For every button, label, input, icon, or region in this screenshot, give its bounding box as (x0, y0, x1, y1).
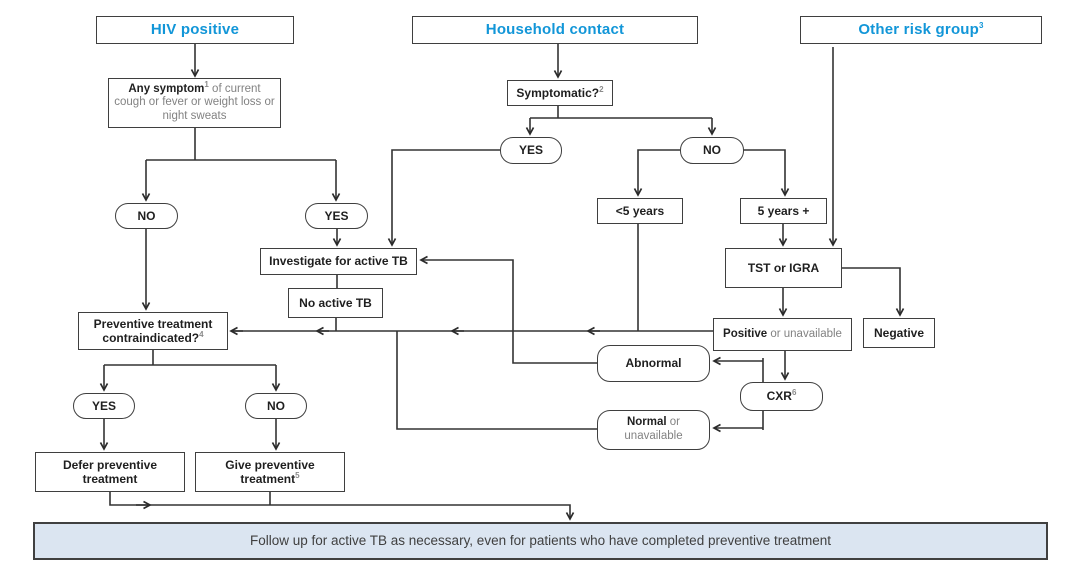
node-tst-or-igra (725, 248, 842, 288)
header-other-risk-group (800, 16, 1042, 44)
node-any-symptom-label: Any symptom$^1$ of current cough or fever or weight loss or night sweats (114, 79, 275, 122)
node-no-hiv-symptom (115, 203, 178, 229)
node-cxr (740, 382, 823, 411)
node-yes-hiv-symptom (305, 203, 368, 229)
header-hiv-positive-label: HIV positive (150, 21, 240, 39)
header-household-contact-label: Household contact (485, 21, 625, 39)
footnote-3: 3 (979, 21, 984, 31)
node-abnormal (597, 345, 710, 382)
header-hiv-positive (96, 16, 294, 44)
no-label: NO (267, 398, 285, 413)
header-other-risk-group-label: Other risk group$^3$ (858, 21, 984, 39)
node-yes-symptomatic (500, 137, 562, 164)
node-investigate-active-tb (260, 248, 417, 275)
no-label: NO (137, 208, 156, 223)
node-negative-label: Negative (873, 325, 925, 340)
node-defer-preventive-treatment (35, 452, 185, 492)
node-investigate-active-tb-label: Investigate for active TB (269, 254, 408, 269)
footnote-6: 6 (791, 388, 797, 398)
follow-up-banner (33, 522, 1048, 560)
node-any-symptom (108, 78, 281, 128)
yes-label: YES (324, 208, 349, 223)
node-no-active-tb-label: No active TB (299, 295, 372, 310)
footnote-5: 5 (295, 471, 300, 480)
yes-label: YES (91, 398, 116, 413)
yes-label: YES (518, 143, 543, 158)
node-preventive-contraindicated (78, 312, 228, 350)
node-no-symptomatic (680, 137, 744, 164)
node-normal-or-unavailable-label: Normal or unavailable (624, 416, 683, 442)
node-under-5-years (597, 198, 683, 224)
node-5-years-plus (740, 198, 827, 224)
node-positive-or-unavailable-label: Positive or unavailable (723, 327, 842, 340)
node-give-preventive-treatment (195, 452, 345, 492)
node-give-label: Give preventive treatment$^5$ (225, 457, 315, 486)
node-positive-or-unavailable (713, 318, 852, 351)
node-abnormal-label: Abnormal (625, 356, 682, 371)
node-cxr-label: CXR$^6$ (766, 388, 797, 404)
no-label: NO (703, 143, 721, 158)
node-5-years-plus-label: 5 years + (757, 203, 810, 218)
header-household-contact (412, 16, 698, 44)
node-symptomatic (507, 80, 613, 106)
node-normal-or-unavailable (597, 410, 710, 450)
footnote-4: 4 (199, 330, 204, 339)
node-no-active-tb (288, 288, 383, 318)
node-preventive-contraindicated-label: Preventive treatment contraindicated?$^4$ (93, 316, 213, 345)
node-negative (863, 318, 935, 348)
node-yes-contraindicated (73, 393, 135, 419)
footnote-1: 1 (204, 79, 209, 89)
node-tst-or-igra-label: TST or IGRA (747, 260, 820, 275)
follow-up-banner-label: Follow up for active TB as necessary, even for patients who have completed preventive treatment (249, 533, 832, 549)
node-symptomatic-label: Symptomatic?$^2$ (516, 84, 604, 100)
footnote-2: 2 (599, 84, 604, 94)
node-defer-label: Defer preventive treatment (62, 457, 158, 486)
node-no-contraindicated (245, 393, 307, 419)
node-under-5-years-label: <5 years (615, 203, 665, 218)
